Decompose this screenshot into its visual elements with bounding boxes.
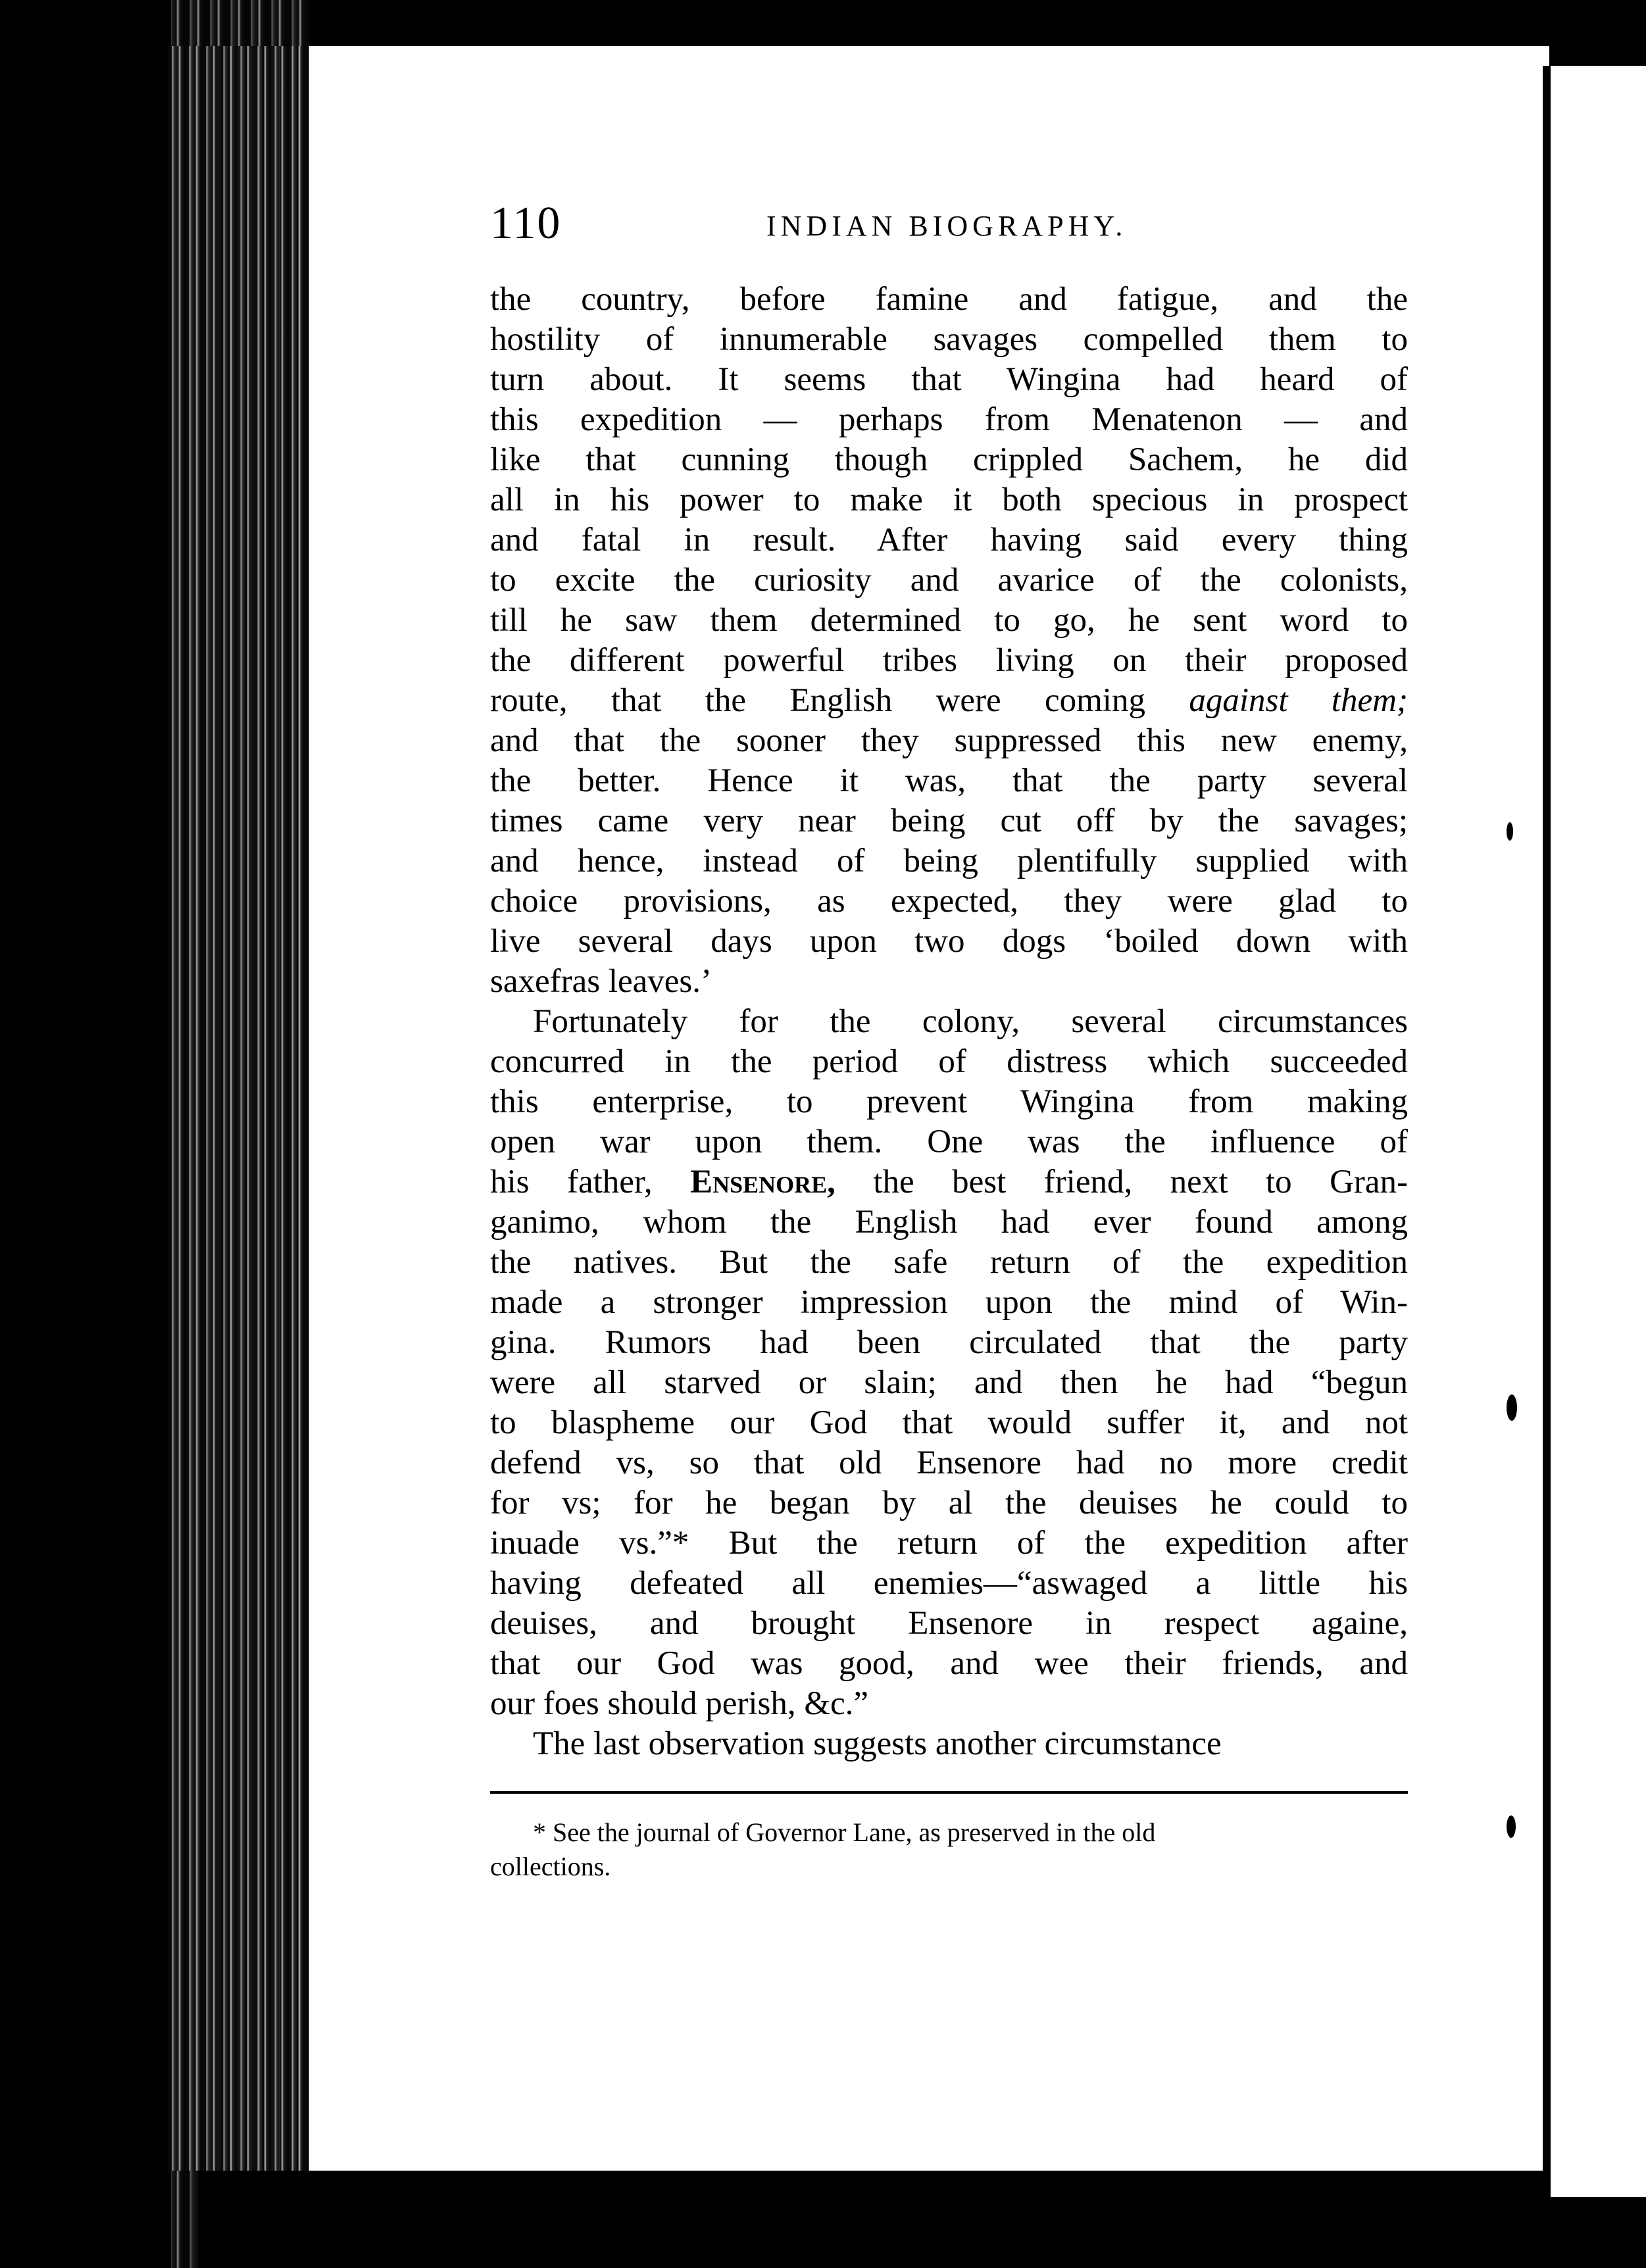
text-line: all in his power to make it both specious in prospect (490, 481, 1408, 518)
running-head: INDIAN BIOGRAPHY. (766, 210, 1128, 242)
footnote-rule (490, 1791, 1408, 1794)
text-line: open war upon them. One was the influence of (490, 1123, 1408, 1160)
scan-speck (1507, 822, 1513, 841)
text-line: this expedition — perhaps from Menatenon — and (490, 401, 1408, 438)
facing-page-edge (1549, 66, 1646, 2197)
text-line: for vs; for he began by al the deuises he could to (490, 1485, 1408, 1521)
text-line: turn about. It seems that Wingina had heard of (490, 361, 1408, 398)
text-line: and hence, instead of being plentifully supplied with (490, 843, 1408, 879)
text-line: the natives. But the safe return of the expedition (490, 1244, 1408, 1281)
text-line: like that cunning though crippled Sachem, he did (490, 441, 1408, 478)
text-line: till he saw them determined to go, he sent word to (490, 602, 1408, 639)
text-line: choice provisions, as expected, they were glad to (490, 883, 1408, 920)
page-edges (168, 46, 319, 2171)
text-line: inuade vs.”* But the return of the expedition after (490, 1525, 1408, 1562)
text-line: the better. Hence it was, that the party several (490, 762, 1408, 799)
scan-border-left (0, 0, 171, 2268)
text-line-with-italic (490, 681, 1408, 721)
page-header (490, 197, 1411, 250)
scan-speck (1507, 1394, 1517, 1421)
paragraph-first-line: Fortunately for the colony, several circumstances (533, 1003, 1408, 1040)
scan-border-bottom (197, 2171, 1549, 2268)
text-line: made a stronger impression upon the mind of Win- (490, 1284, 1408, 1321)
text-line: saxefras leaves.’ (490, 963, 712, 1000)
text-run: the best friend, next to Gran- (835, 1164, 1409, 1200)
text-line-with-small-caps (490, 1162, 1408, 1202)
text-line: hostility of innumerable savages compelled them to (490, 321, 1408, 358)
text-line: this enterprise, to prevent Wingina from making (490, 1083, 1408, 1120)
text-run: route, that the English were coming (490, 682, 1189, 719)
text-line: defend vs, so that old Ensenore had no more credit (490, 1444, 1408, 1481)
text-line: and that the sooner they suppressed this new enemy, (490, 722, 1408, 759)
text-line: live several days upon two dogs ‘boiled down with (490, 923, 1408, 960)
page-number: 110 (490, 198, 562, 249)
text-line: having defeated all enemies—“aswaged a little his (490, 1565, 1408, 1602)
text-line: were all starved or slain; and then he had “begun (490, 1364, 1408, 1401)
page-gutter-line (1543, 66, 1551, 2197)
text-line: deuises, and brought Ensenore in respect againe, (490, 1605, 1408, 1642)
text-line: concurred in the period of distress which succeeded (490, 1043, 1408, 1080)
text-line: the different powerful tribes living on their proposed (490, 642, 1408, 679)
text-line: to excite the curiosity and avarice of the colonists, (490, 562, 1408, 599)
footnote-line: collections. (490, 1852, 611, 1881)
text-run: his father, (490, 1164, 691, 1200)
footnote-line: * See the journal of Governor Lane, as preserved in the old (533, 1817, 1156, 1847)
text-line: to blaspheme our God that would suffer it, and not (490, 1404, 1408, 1441)
scan-speck (1507, 1815, 1516, 1838)
text-line: times came very near being cut off by the savages; (490, 802, 1408, 839)
footnote (490, 1815, 1408, 1884)
paragraph-first-line: The last observation suggests another circumstance (533, 1725, 1222, 1762)
text-line: the country, before famine and fatigue, and the (490, 281, 1408, 318)
text-line: that our God was good, and wee their friends, and (490, 1645, 1408, 1682)
text-line: and fatal in result. After having said every thing (490, 522, 1408, 558)
text-line: gina. Rumors had been circulated that the party (490, 1324, 1408, 1361)
scan-speck (928, 26, 937, 41)
body-text (490, 280, 1408, 1764)
text-line: ganimo, whom the English had ever found among (490, 1204, 1408, 1241)
italic-emphasis: against them; (1189, 682, 1408, 719)
text-line: our foes should perish, &c.” (490, 1685, 869, 1722)
small-caps-name: Ensenore, (690, 1164, 835, 1200)
